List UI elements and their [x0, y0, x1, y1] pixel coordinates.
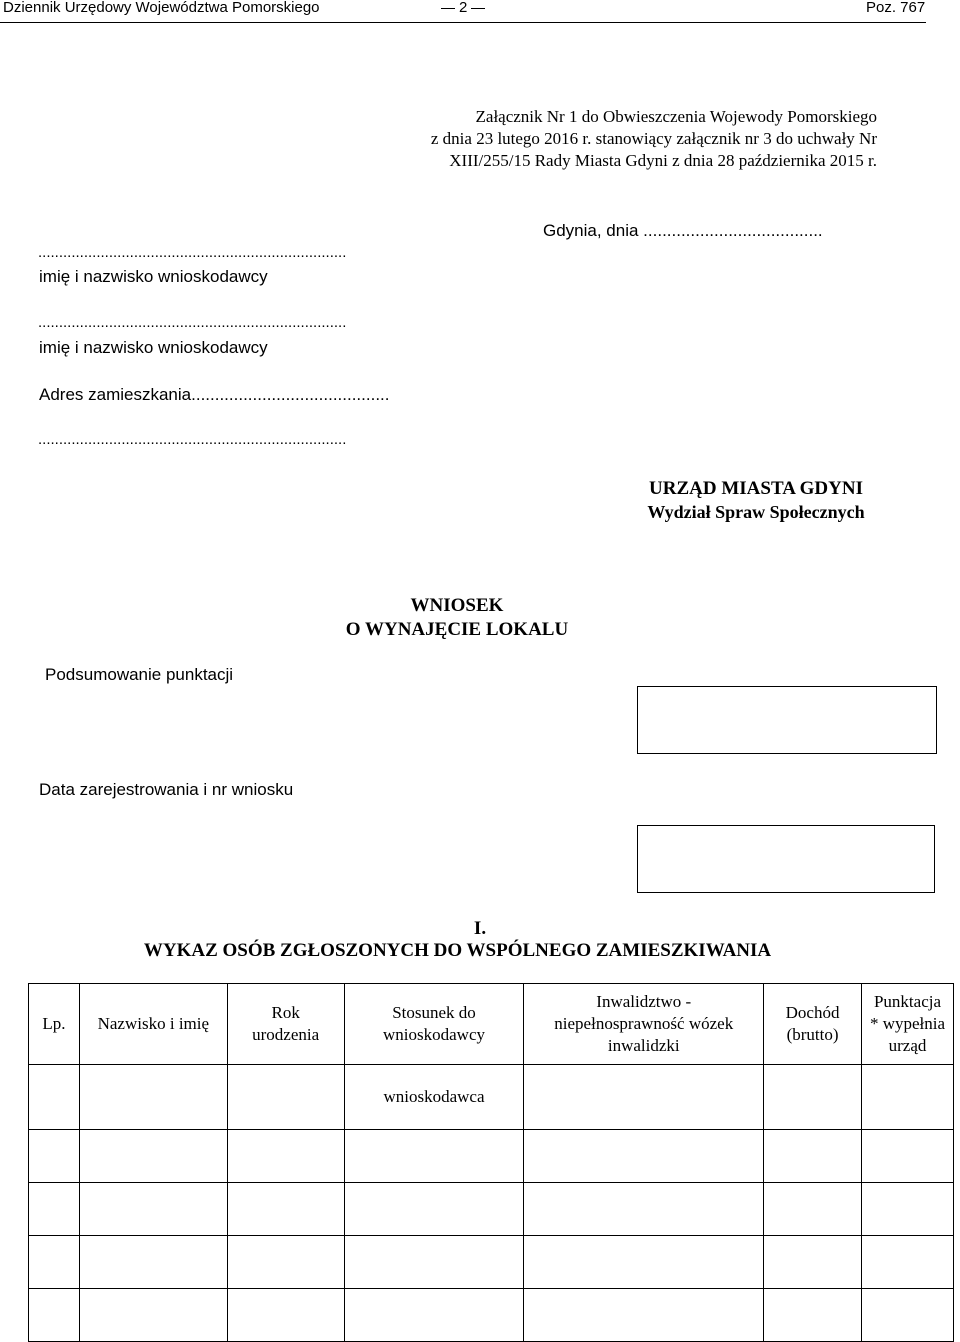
- col-header-points: [862, 984, 954, 1065]
- col-header-points-line1: Punktacja: [873, 992, 942, 1011]
- table-row: [29, 1183, 954, 1236]
- cell-income[interactable]: [764, 1183, 862, 1236]
- applicant-name-dots-1[interactable]: ..........................................................................: [38, 244, 347, 261]
- table-row: [29, 1236, 954, 1289]
- persons-table: [28, 983, 954, 1342]
- cell-points[interactable]: [862, 1289, 954, 1342]
- cell-name[interactable]: [79, 1130, 227, 1183]
- col-header-income-line2: (brutto): [786, 1025, 839, 1044]
- col-header-name: [79, 984, 227, 1065]
- col-header-name-text: Nazwisko i imię: [97, 1014, 210, 1033]
- cell-lp[interactable]: [29, 1130, 80, 1183]
- col-header-disability: [524, 984, 764, 1065]
- cell-relation[interactable]: [344, 1130, 524, 1183]
- date-place-field[interactable]: Gdynia, dnia ......................................: [543, 221, 823, 240]
- cell-birth-year[interactable]: [227, 1130, 344, 1183]
- col-header-disability-line2: niepełnosprawność wózek: [554, 1014, 734, 1033]
- summary-box[interactable]: [637, 686, 937, 754]
- form-title-line-2: O WYNAJĘCIE LOKALU: [345, 619, 569, 640]
- table-row: [29, 1065, 954, 1130]
- col-header-income: [764, 984, 862, 1065]
- attachment-note: [431, 106, 877, 172]
- header-divider: [0, 22, 926, 23]
- col-header-disability-line1: Inwalidztwo -: [596, 992, 692, 1011]
- attachment-line-3: XIII/255/15 Rady Miasta Gdyni z dnia 28 października 2015 r.: [449, 151, 877, 170]
- col-header-birth-year-line2: urodzenia: [252, 1025, 320, 1044]
- col-header-lp: [29, 984, 80, 1065]
- table-row: [29, 1289, 954, 1342]
- registration-box[interactable]: [637, 825, 935, 893]
- cell-birth-year[interactable]: [227, 1236, 344, 1289]
- cell-income[interactable]: [764, 1065, 862, 1130]
- col-header-relation-line1: Stosunek do: [392, 1003, 476, 1022]
- col-header-points-line3: urząd: [888, 1036, 927, 1055]
- cell-birth-year[interactable]: [227, 1065, 344, 1130]
- col-header-lp-text: Lp.: [42, 1014, 66, 1033]
- registration-label: Data zarejestrowania i nr wniosku: [39, 780, 294, 799]
- section-number: I.: [473, 918, 487, 939]
- dash-left: [441, 8, 455, 9]
- cell-points[interactable]: [862, 1236, 954, 1289]
- office-name: URZĄD MIASTA GDYNI: [649, 478, 863, 499]
- applicant-name-label-1: imię i nazwisko wnioskodawcy: [39, 267, 268, 286]
- summary-label: Podsumowanie punktacji: [45, 665, 234, 684]
- table-row: [29, 1130, 954, 1183]
- cell-points[interactable]: [862, 1183, 954, 1236]
- attachment-line-1: Załącznik Nr 1 do Obwieszczenia Wojewody Pomorskiego: [475, 107, 877, 126]
- col-header-disability-line3: inwalidzki: [607, 1036, 680, 1055]
- cell-income[interactable]: [764, 1289, 862, 1342]
- cell-name[interactable]: [79, 1065, 227, 1130]
- cell-relation[interactable]: [344, 1183, 524, 1236]
- col-header-relation: [344, 984, 524, 1065]
- col-header-points-line2: * wypełnia: [869, 1014, 946, 1033]
- cell-points[interactable]: [862, 1130, 954, 1183]
- cell-disability[interactable]: [524, 1236, 764, 1289]
- page-number: [437, 0, 489, 16]
- attachment-line-2: z dnia 23 lutego 2016 r. stanowiący załącznik nr 3 do uchwały Nr: [430, 129, 877, 148]
- cell-income[interactable]: [764, 1236, 862, 1289]
- cell-birth-year[interactable]: [227, 1183, 344, 1236]
- cell-income[interactable]: [764, 1130, 862, 1183]
- cell-name[interactable]: [79, 1289, 227, 1342]
- col-header-income-line1: Dochód: [785, 1003, 840, 1022]
- applicant-name-label-2: imię i nazwisko wnioskodawcy: [39, 338, 268, 357]
- cell-relation-text: wnioskodawca: [383, 1087, 485, 1106]
- cell-birth-year[interactable]: [227, 1289, 344, 1342]
- col-header-relation-line2: wnioskodawcy: [383, 1025, 485, 1044]
- section-title: WYKAZ OSÓB ZGŁOSZONYCH DO WSPÓLNEGO ZAMIESZKIWANIA: [143, 940, 772, 961]
- cell-points[interactable]: [862, 1065, 954, 1130]
- cell-relation[interactable]: [344, 1065, 524, 1130]
- office-department: Wydział Spraw Społecznych: [647, 502, 865, 522]
- applicant-name-dots-2[interactable]: ..........................................................................: [38, 314, 347, 331]
- form-title-line-1: WNIOSEK: [410, 595, 504, 616]
- cell-disability[interactable]: [524, 1130, 764, 1183]
- address-field[interactable]: Adres zamieszkania..........................................: [39, 385, 390, 404]
- cell-lp[interactable]: [29, 1236, 80, 1289]
- cell-name[interactable]: [79, 1236, 227, 1289]
- cell-relation[interactable]: [344, 1289, 524, 1342]
- col-header-birth-year: [227, 984, 344, 1065]
- cell-lp[interactable]: [29, 1183, 80, 1236]
- table-header-row: [29, 984, 954, 1065]
- cell-disability[interactable]: [524, 1289, 764, 1342]
- journal-title: Dziennik Urzędowy Województwa Pomorskiego: [3, 0, 320, 16]
- cell-disability[interactable]: [524, 1183, 764, 1236]
- cell-lp[interactable]: [29, 1065, 80, 1130]
- dash-right: [471, 8, 485, 9]
- address-dots[interactable]: ..........................................................................: [38, 431, 347, 448]
- col-header-birth-year-line1: Rok: [271, 1003, 300, 1022]
- cell-relation[interactable]: [344, 1236, 524, 1289]
- cell-disability[interactable]: [524, 1065, 764, 1130]
- position-number: Poz. 767: [866, 0, 926, 16]
- cell-lp[interactable]: [29, 1289, 80, 1342]
- page-number-value: 2: [459, 0, 468, 16]
- cell-name[interactable]: [79, 1183, 227, 1236]
